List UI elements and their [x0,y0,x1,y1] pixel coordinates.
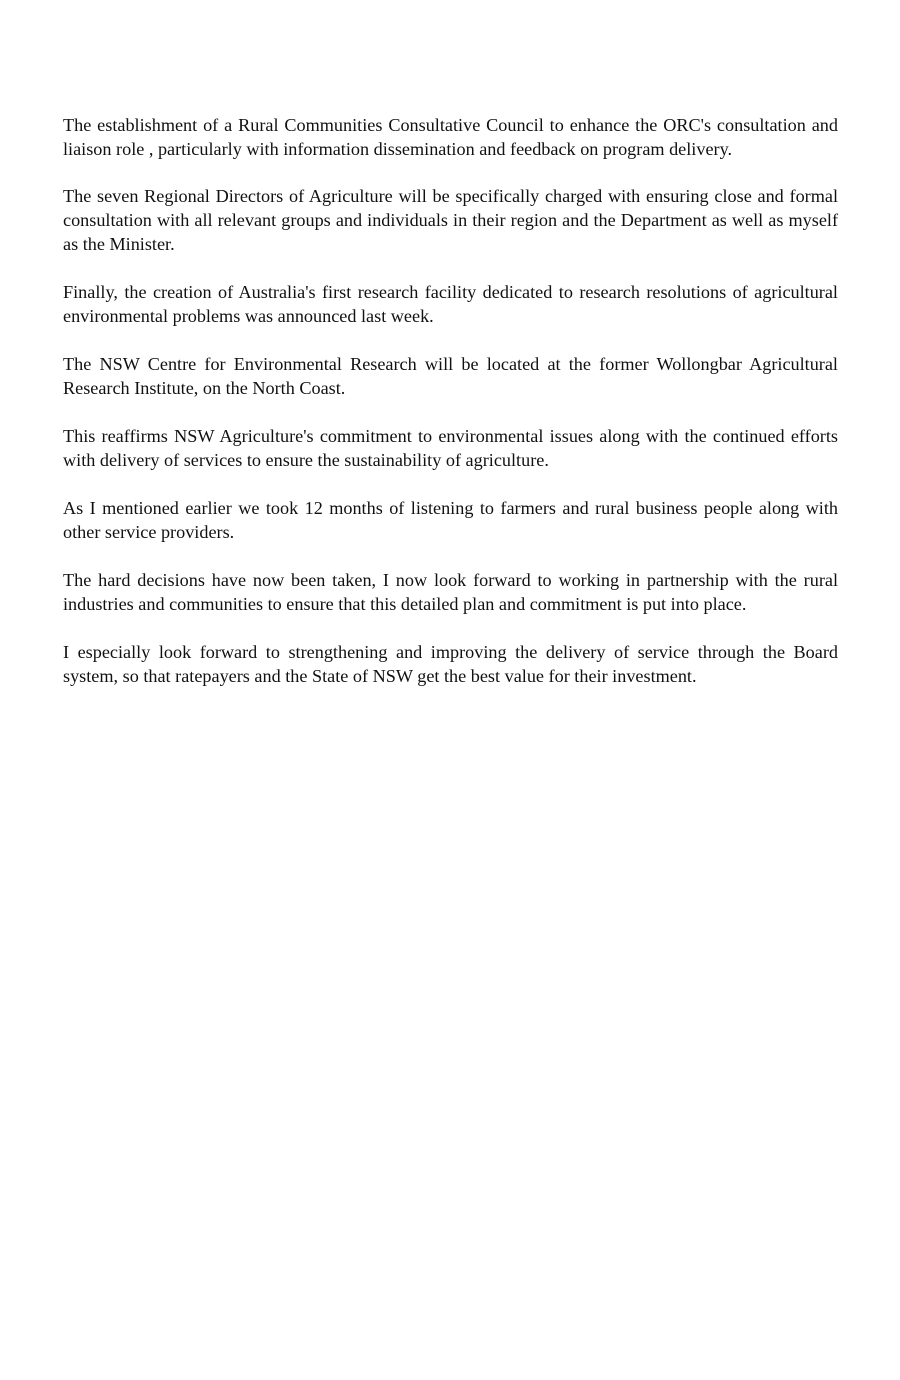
paragraph-hard-decisions: The hard decisions have now been taken, I now look forward to working in partnership with the rural industries and communities to ensure that this detailed plan and commitment is put into place. [63,570,838,614]
paragraph-nsw-centre: The NSW Centre for Environmental Research will be located at the former Wollongbar Agricultural Research Institute, on the North Coast. [63,354,838,398]
paragraph-listening: As I mentioned earlier we took 12 months of listening to farmers and rural business people along with other service providers. [63,498,838,542]
paragraph-board-system: I especially look forward to strengthening and improving the delivery of service through the Board system, so that ratepayers and the State of NSW get the best value for their investment. [63,642,838,686]
paragraph-regional-directors: The seven Regional Directors of Agriculture will be specifically charged with ensuring close and formal consultation with all relevant groups and individuals in their region and the Department as well as myself as the Minister. [63,186,838,254]
paragraph-rural-communities-council: The establishment of a Rural Communities Consultative Council to enhance the ORC's consultation and liaison role , particularly with information dissemination and feedback on program delivery. [63,115,838,159]
paragraph-research-facility: Finally, the creation of Australia's first research facility dedicated to research resolutions of agricultural environmental problems was announced last week. [63,282,838,326]
document-page [63,113,838,712]
paragraph-commitment: This reaffirms NSW Agriculture's commitment to environmental issues along with the continued efforts with delivery of services to ensure the sustainability of agriculture. [63,426,838,470]
